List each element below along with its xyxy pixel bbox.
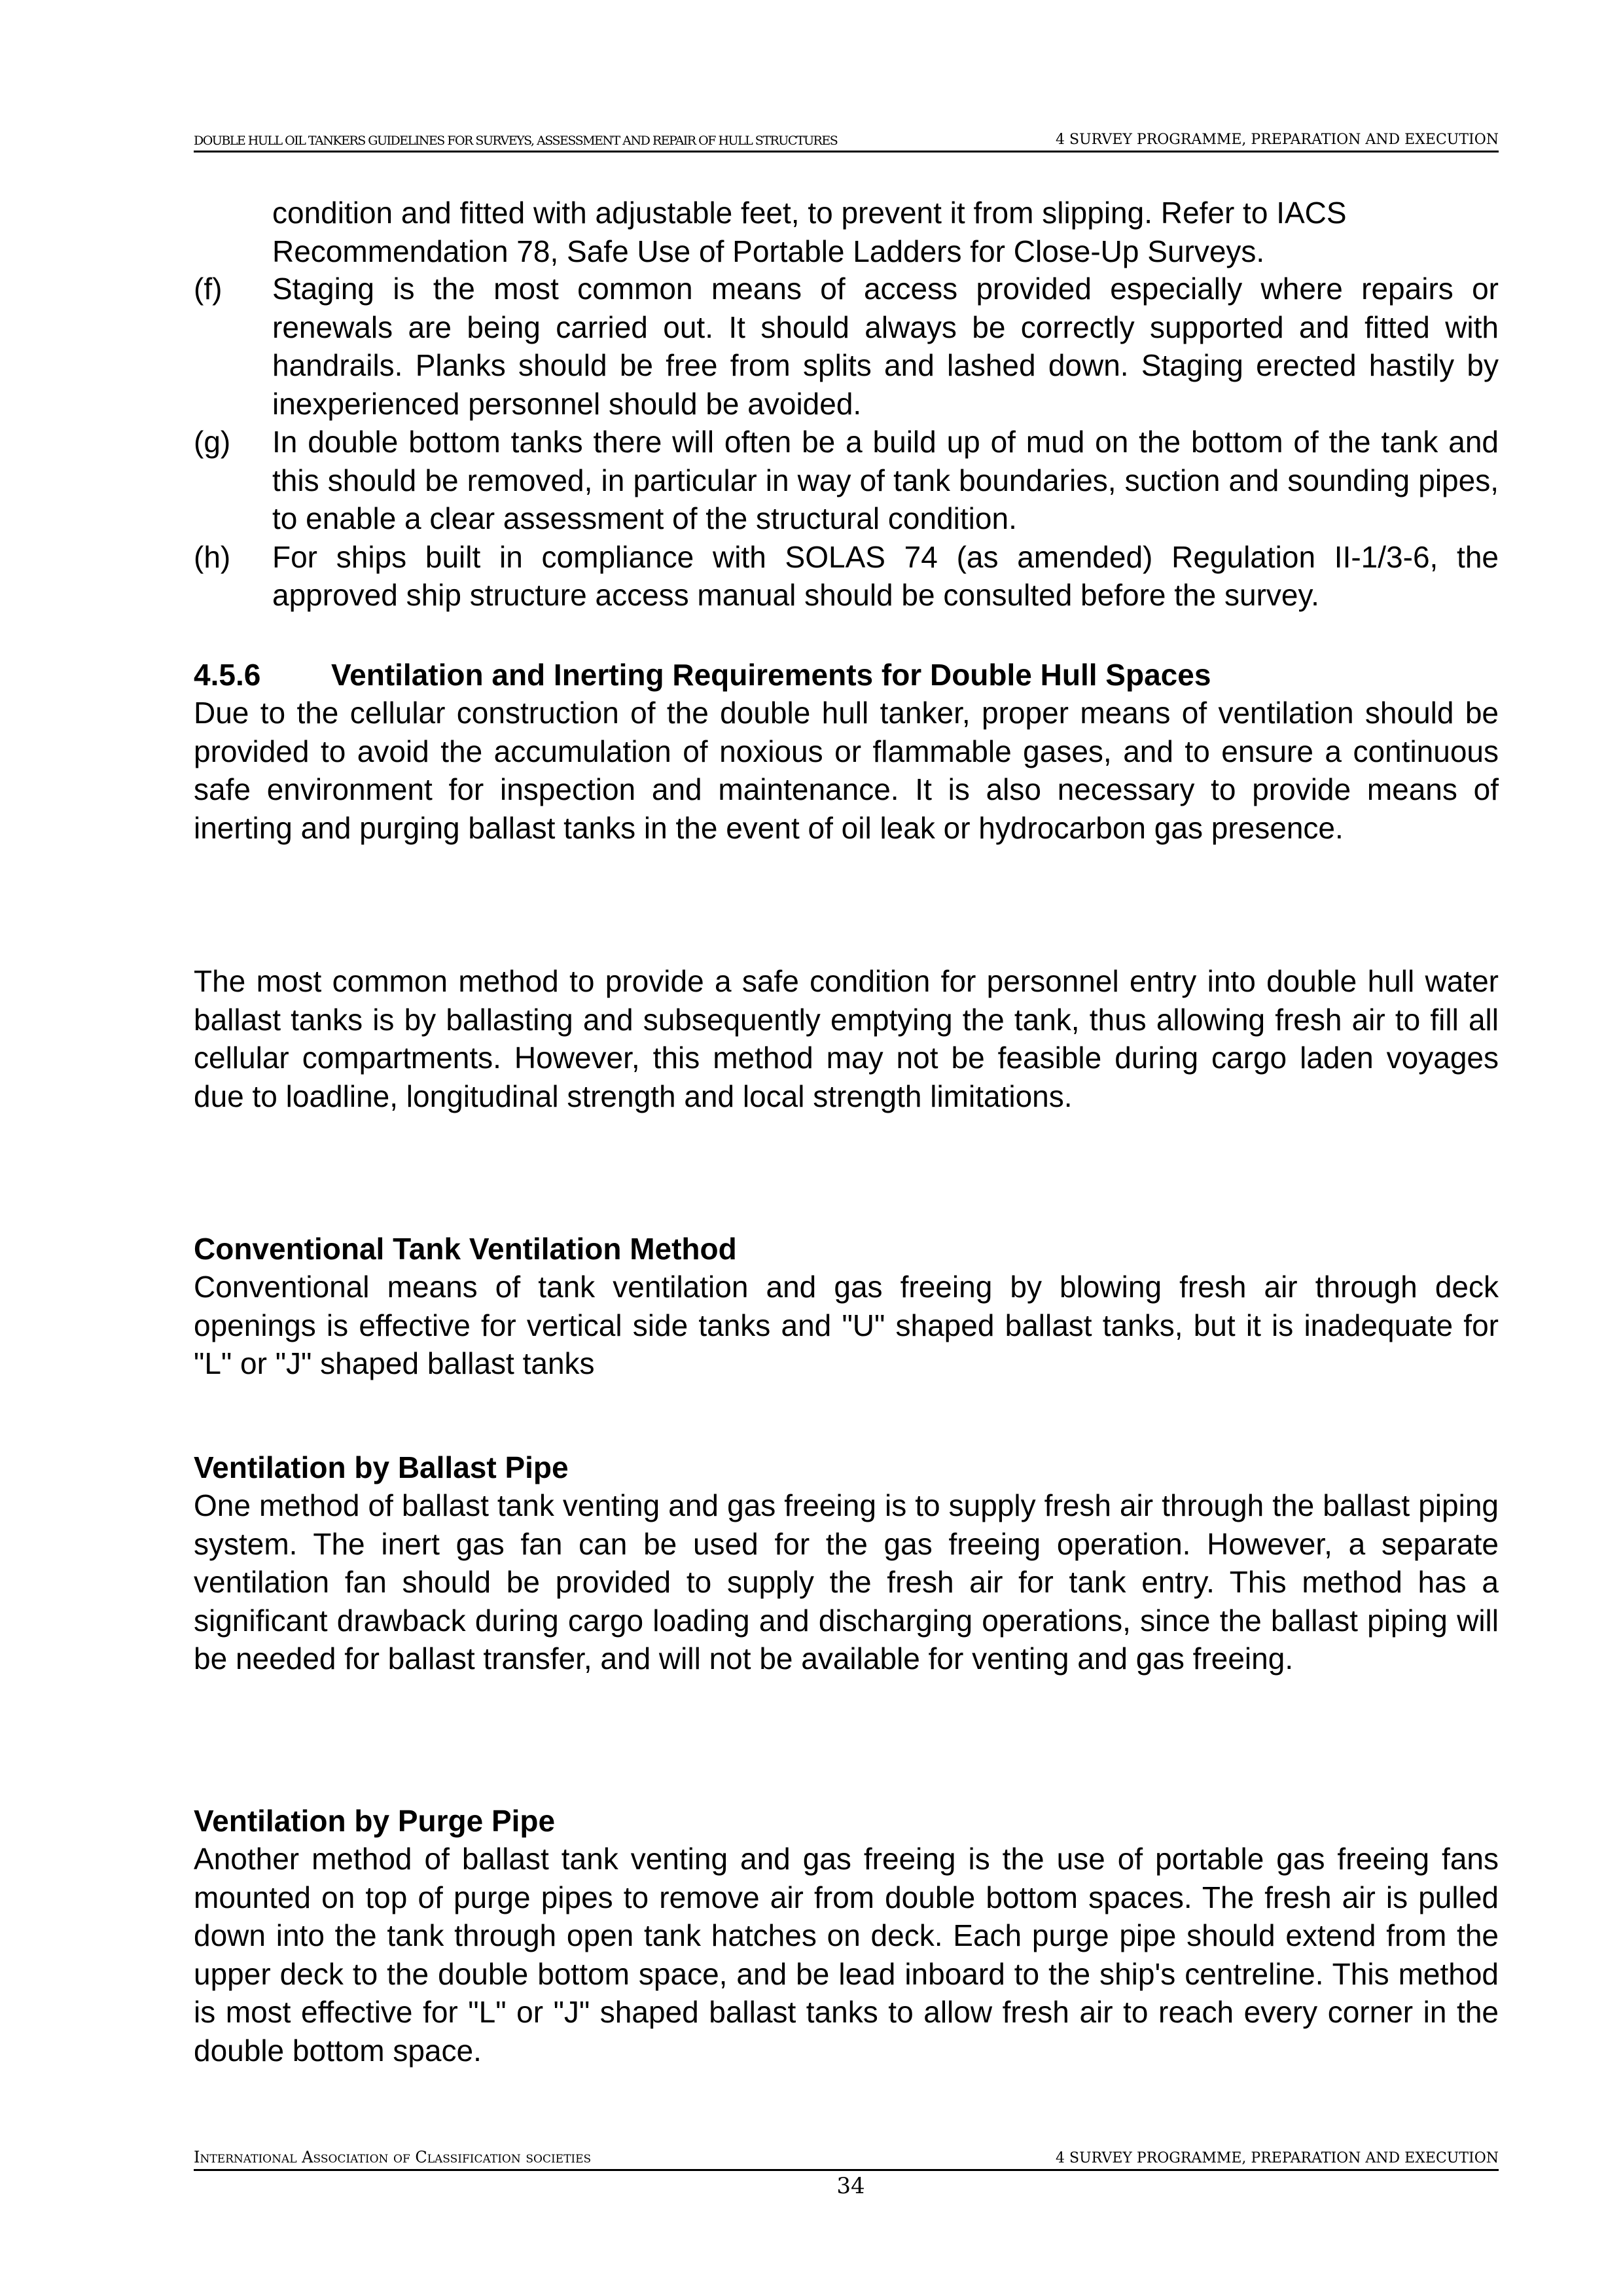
list-item-h: [194, 538, 1499, 615]
subsection-text: Another method of ballast tank venting and gas freeing is the use of portable gas freeing fans mounted on top of purge pipes to remove air from double bottom spaces. The fresh air is pulled down into the tank through open tank hatches on deck. Each purge pipe should extend from the upper deck to the double bottom space, and be lead inboard to the ship's centreline. This method is most effective for "L" or "J" shaped ballast tanks to allow fresh air to reach every corner in the double bottom space.: [194, 1842, 1499, 2068]
list-item-label: (h): [194, 539, 231, 574]
section-paragraph-1: Due to the cellular construction of the double hull tanker, proper means of ventilation should be provided to avoid the accumulation of noxious or flammable gases, and to ensure a continuous safe environment for inspection and maintenance. It is also necessary to provide means of inerting and purging ballast tanks in the event of oil leak or hydrocarbon gas presence.: [194, 696, 1499, 845]
page-footer: [194, 2147, 1499, 2171]
access-list: [194, 270, 1499, 615]
subsection-text: One method of ballast tank venting and gas freeing is to supply fresh air through the ballast piping system. The inert gas fan can be used for the gas freeing operation. However, a separate ventilation fan should be provided to supply the fresh air for tank entry. This method has a significant drawback during cargo loading and discharging operations, since the ballast piping will be needed for ballast transfer, and will not be available for venting and gas freeing.: [194, 1488, 1499, 1676]
list-item-text: In double bottom tanks there will often be a build up of mud on the bottom of the tank and this should be removed, in particular in way of tank boundaries, suction and sounding pipes, to enable a clear assessment of the structural condition.: [272, 425, 1499, 535]
list-item-f: [194, 270, 1499, 423]
section-paragraph-2: The most common method to provide a safe condition for personnel entry into double hull water ballast tanks is by ballasting and subsequently emptying the tank, thus allowing fresh air to fill all cellular compartments. However, this method may not be feasible during cargo laden voyages due to loadline, longitudinal strength and local strength limitations.: [194, 964, 1499, 1113]
header-chapter-title: 4 SURVEY PROGRAMME, PREPARATION AND EXECUTION: [1056, 132, 1499, 148]
footer-chapter-title: 4 SURVEY PROGRAMME, PREPARATION AND EXECUTION: [1056, 2150, 1499, 2166]
list-item-label: (g): [194, 425, 231, 459]
page-header: [194, 128, 1499, 152]
subsection-heading: Ventilation by Ballast Pipe: [194, 1450, 569, 1484]
subsection-ballast-pipe: [194, 1448, 1499, 1678]
section-heading: [194, 656, 1499, 694]
section-title: Ventilation and Inerting Requirements for Double Hull Spaces: [331, 658, 1211, 692]
list-item-text: For ships built in compliance with SOLAS 74 (as amended) Regulation II-1/3-6, the approved ship structure access manual should be consulted before the survey.: [272, 539, 1499, 612]
footer-organization: International Association of Classification societies: [194, 2148, 592, 2166]
subsection-purge-pipe: [194, 1802, 1499, 2070]
list-item-label: (f): [194, 272, 223, 306]
subsection-heading: Conventional Tank Ventilation Method: [194, 1232, 737, 1266]
section-4-5-6: [194, 656, 1499, 847]
list-item-text: Staging is the most common means of access provided especially where repairs or renewals are being carried out. It should always be correctly supported and fitted with handrails. Planks should be free from splits and lashed down. Staging erected hastily by inexperienced personnel should be avoided.: [272, 272, 1499, 421]
page-number: 34: [836, 2173, 865, 2199]
header-document-title: DOUBLE HULL OIL TANKERS GUIDELINES FOR SURVEYS, ASSESSMENT AND REPAIR OF HULL STRUCTURES: [194, 134, 838, 148]
section-number: 4.5.6: [194, 658, 261, 692]
continued-item-text: condition and fitted with adjustable feet, to prevent it from slipping. Refer to IACS Recommendation 78, Safe Use of Portable Ladders for Close-Up Surveys.: [272, 196, 1347, 268]
list-item-g: [194, 423, 1499, 538]
subsection-text: Conventional means of tank ventilation and gas freeing by blowing fresh air through deck openings is effective for vertical side tanks and "U" shaped ballast tanks, but it is inadequate for "L" or "J" shaped ballast tanks: [194, 1270, 1499, 1380]
subsection-heading: Ventilation by Purge Pipe: [194, 1804, 556, 1838]
subsection-conventional: [194, 1230, 1499, 1383]
